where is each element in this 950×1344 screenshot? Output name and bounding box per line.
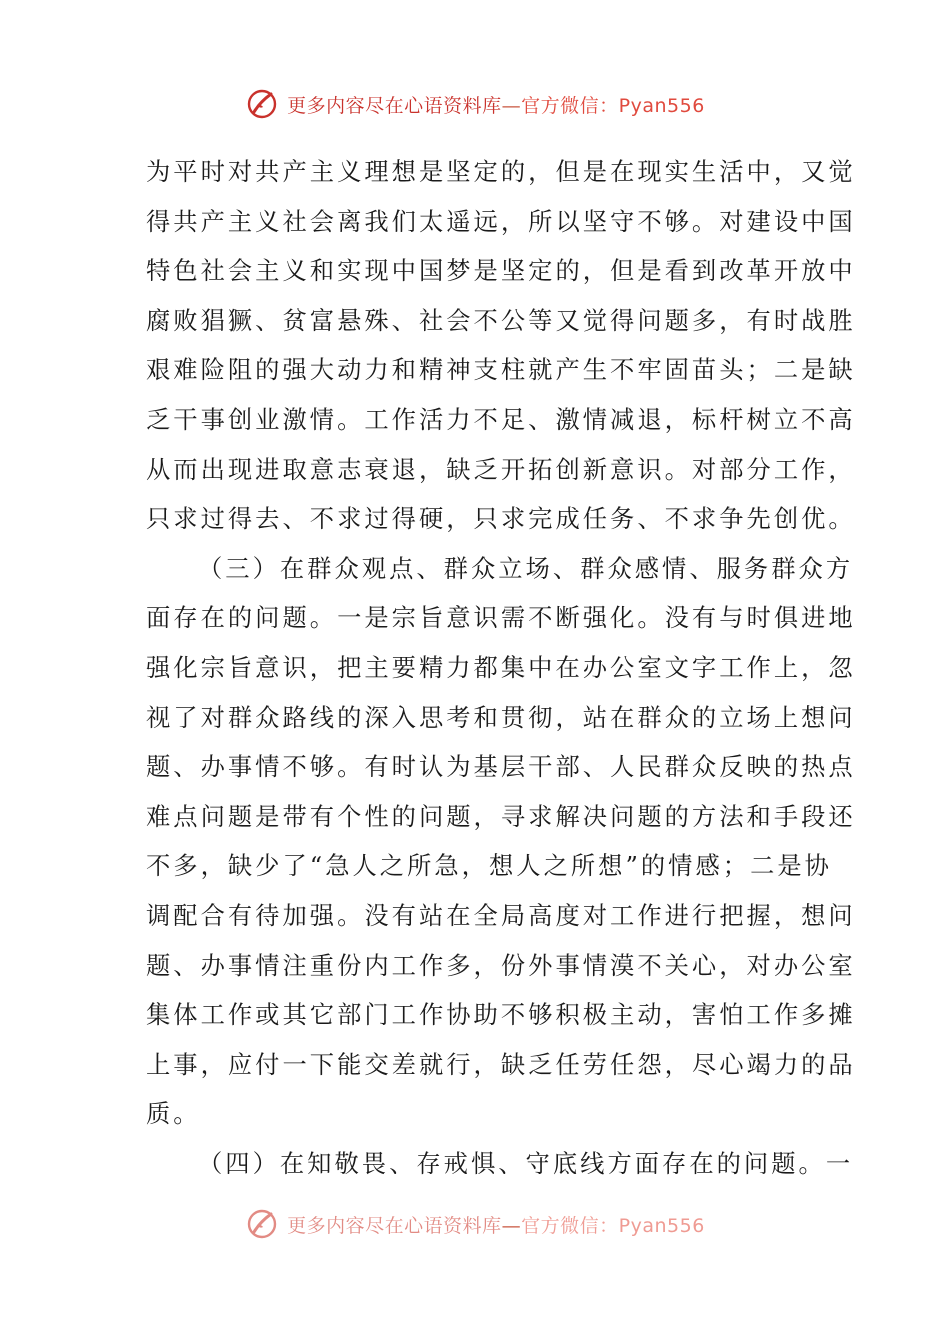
header-watermark [0, 86, 950, 122]
body-line: 质。 [146, 1099, 201, 1129]
watermark-wechat-text: 官方微信：Pyan556 [521, 94, 705, 117]
watermark-site-text: 更多内容尽在心语资料库 [287, 94, 502, 117]
watermark-separator: — [501, 1214, 522, 1237]
watermark-separator: — [501, 94, 522, 117]
footer-watermark [0, 1206, 950, 1242]
watermark-site-text: 更多内容尽在心语资料库 [287, 1214, 502, 1237]
section-heading-line: （四）在知敬畏、存戒惧、守底线方面存在的问题。一 [198, 1148, 854, 1178]
body-line: 强化宗旨意识，把主要精力都集中在办公室文字工作上，忽 [146, 652, 856, 682]
body-line: 特色社会主义和实现中国梦是坚定的，但是看到改革开放中 [146, 256, 856, 286]
body-line: 只求过得去、不求过得硬，只求完成任务、不求争先创优。 [146, 504, 856, 534]
body-line: 不多，缺少了“急人之所急，想人之所想”的情感；二是协 [146, 851, 832, 881]
watermark-text [287, 91, 705, 118]
document-body [146, 147, 856, 1188]
body-line: 调配合有待加强。没有站在全局高度对工作进行把握，想问 [146, 900, 856, 930]
body-line: 乏干事创业激情。工作活力不足、激情减退，标杆树立不高 [146, 404, 856, 434]
body-line: 题、办事情不够。有时认为基层干部、人民群众反映的热点 [146, 752, 856, 782]
body-line: 面存在的问题。一是宗旨意识需不断强化。没有与时俱进地 [146, 603, 856, 633]
body-line: 从而出现进取意志衰退，缺乏开拓创新意识。对部分工作， [146, 454, 856, 484]
body-line: 题、办事情注重份内工作多，份外事情漠不关心，对办公室 [146, 950, 856, 980]
body-line: 为平时对共产主义理想是坚定的，但是在现实生活中，又觉 [146, 157, 856, 186]
body-line: 腐败猖獗、贫富悬殊、社会不公等又觉得问题多，有时战胜 [146, 305, 856, 335]
body-line: 集体工作或其它部门工作协助不够积极主动，害怕工作多摊 [146, 1000, 856, 1030]
body-line: 艰难险阻的强大动力和精神支柱就产生不牢固苗头；二是缺 [146, 355, 856, 385]
body-line: 得共产主义社会离我们太遥远，所以坚守不够。对建设中国 [146, 206, 856, 236]
body-line: 视了对群众路线的深入思考和贯彻，站在群众的立场上想问 [146, 702, 856, 732]
body-line: 上事，应付一下能交差就行，缺乏任劳任怨，尽心竭力的品 [146, 1049, 856, 1079]
section-heading-line: （三）在群众观点、群众立场、群众感情、服务群众方 [198, 553, 854, 583]
pen-logo-icon [245, 86, 281, 122]
watermark-wechat-text: 官方微信：Pyan556 [521, 1214, 705, 1237]
pen-logo-icon [245, 1206, 281, 1242]
body-line: 难点问题是带有个性的问题，寻求解决问题的方法和手段还 [146, 801, 856, 831]
watermark-text [287, 1211, 705, 1238]
